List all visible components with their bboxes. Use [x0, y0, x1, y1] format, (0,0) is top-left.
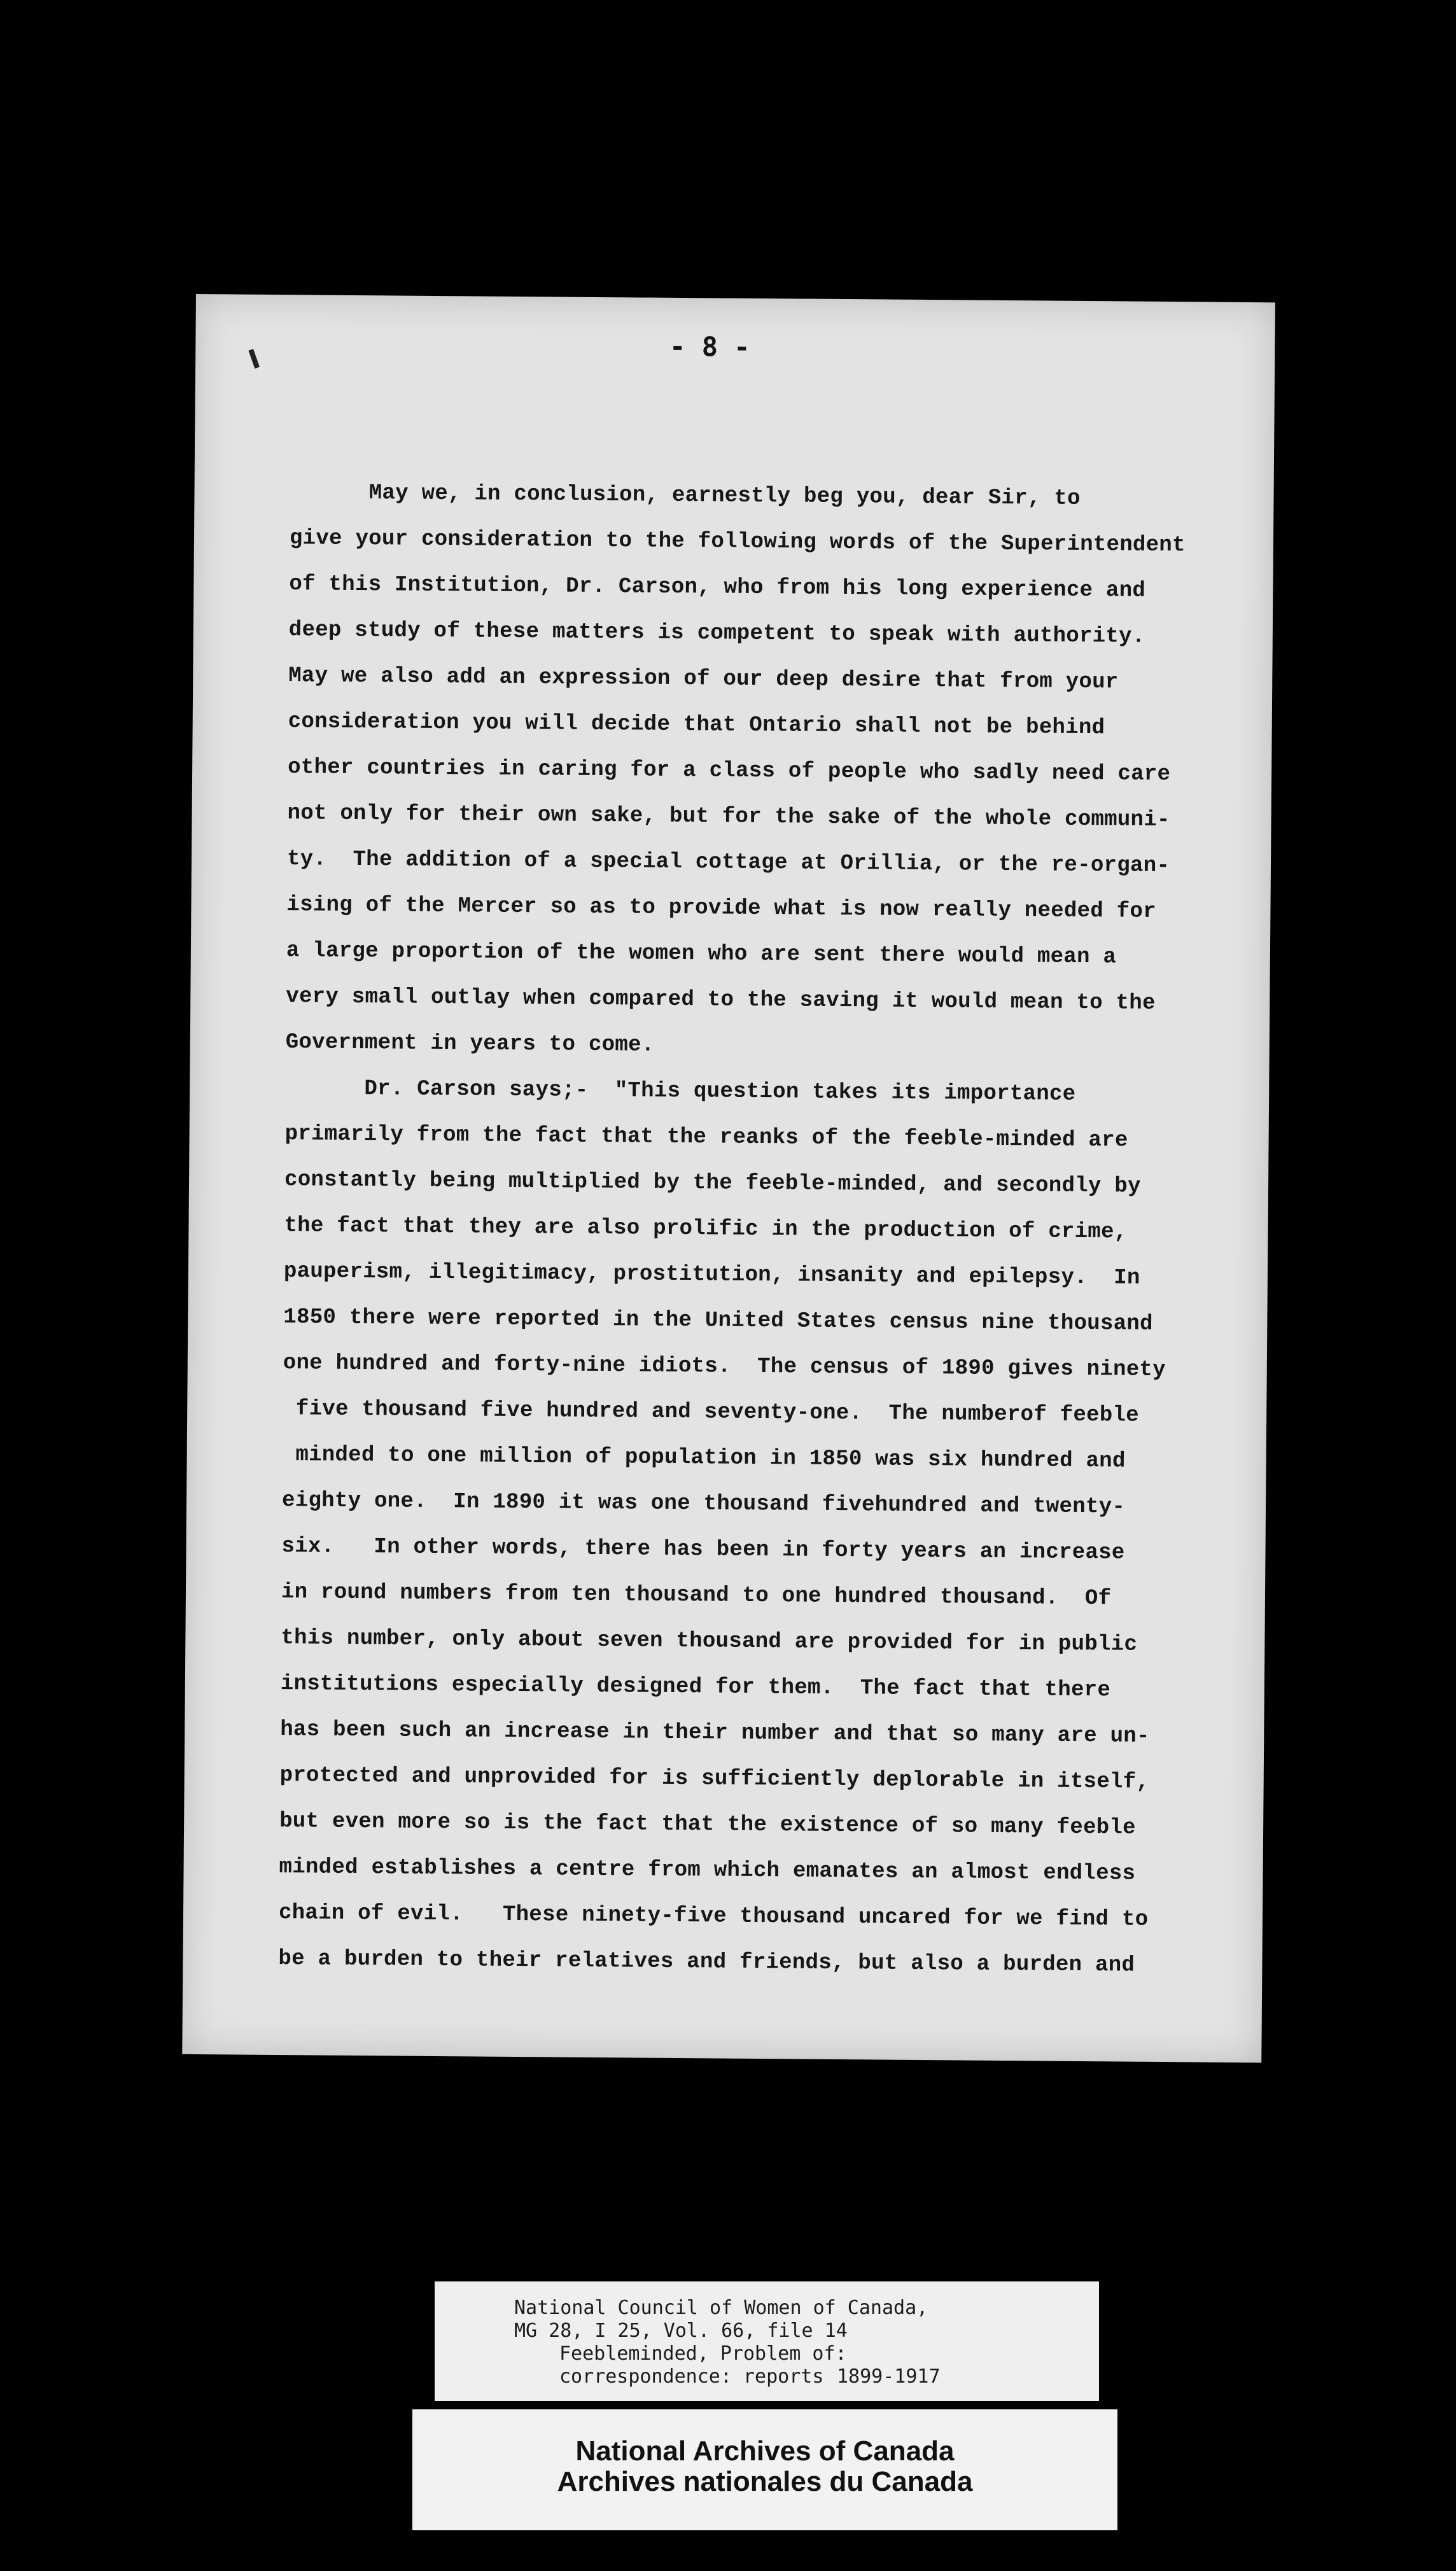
text-line: this number, only about seven thousand are provided for in public [281, 1626, 1138, 1657]
text-line: in round numbers from ten thousand to one hundred thousand. Of [281, 1580, 1112, 1611]
archives-name-french: Archives nationales du Canada [557, 2466, 973, 2497]
text-line: May we also add an expression of our deep desire that from your [288, 664, 1119, 695]
label-series: correspondence: reports [559, 2365, 824, 2388]
text-line: minded establishes a centre from which emanates an almost endless [279, 1855, 1136, 1886]
text-line: of this Institution, Dr. Carson, who from his long experience and [289, 572, 1146, 603]
text-line: eighty one. In 1890 it was one thousand fivehundred and twenty- [281, 1489, 1126, 1520]
text-line: ty. The addition of a special cottage at Orillia, or the re-organ- [286, 847, 1170, 879]
archival-label [435, 2281, 1099, 2401]
text-line: constantly being multiplied by the feeble-minded, and secondly by [284, 1168, 1141, 1199]
text-line: institutions especially designed for them. The fact that there [280, 1672, 1111, 1703]
label-subject: Feebleminded, Problem of: [559, 2343, 847, 2365]
text-line: protected and unprovided for is sufficiently deplorable in itself, [279, 1763, 1150, 1795]
document-page [182, 294, 1275, 2063]
text-line: primarily from the fact that the reanks of the feeble-minded are [284, 1122, 1128, 1153]
text-line: give your consideration to the following words of the Superintendent [289, 526, 1186, 558]
text-line: a large proportion of the women who are sent there would mean a [286, 939, 1117, 970]
label-dates: 1899-1917 [837, 2365, 941, 2388]
text-line: the fact that they are also prolific in the production of crime, [284, 1214, 1128, 1245]
text-line: but even more so is the fact that the existence of so many feeble [279, 1809, 1136, 1840]
text-line: other countries in caring for a class of people who sadly need care [288, 755, 1171, 787]
label-fonds: National Council of Women of Canada, [514, 2297, 928, 2319]
text-line: six. In other words, there has been in forty years an increase [281, 1534, 1125, 1566]
text-line: ising of the Mercer so as to provide what is now really needed for [286, 893, 1156, 924]
text-line: chain of evil. These ninety-five thousand uncared for we find to [278, 1901, 1149, 1932]
text-line: consideration you will decide that Ontario shall not be behind [288, 710, 1105, 741]
text-line: has been such an increase in their number and that so many are un- [280, 1718, 1150, 1749]
label-reference: MG 28, I 25, Vol. 66, file 14 [514, 2320, 848, 2342]
text-line: five thousand five hundred and seventy-one. The numberof feeble [283, 1397, 1140, 1428]
text-line: not only for their own sake, but for the sake of the whole communi- [287, 801, 1170, 833]
archives-name-english: National Archives of Canada [575, 2435, 955, 2467]
text-line: Government in years to come. [285, 1030, 655, 1058]
text-line: 1850 there were reported in the United States census nine thousand [283, 1305, 1153, 1336]
text-line: minded to one million of population in 1850 was six hundred and [282, 1443, 1126, 1474]
text-line: very small outlay when compared to the saving it would mean to the [286, 984, 1156, 1016]
text-line: be a burden to their relatives and friends, but also a burden and [278, 1947, 1135, 1978]
text-line: Dr. Carson says;- "This question takes its importance [285, 1076, 1076, 1107]
text-line: May we, in conclusion, earnestly beg you, dear Sir, to [290, 480, 1081, 511]
page-number: - 8 - [669, 330, 750, 363]
archives-stamp [412, 2409, 1117, 2530]
text-line: one hundred and forty-nine idiots. The census of 1890 gives ninety [283, 1351, 1166, 1383]
text-line: pauperism, illegitimacy, prostitution, insanity and epilepsy. In [283, 1259, 1140, 1291]
letter-body [278, 470, 1257, 1989]
text-line: deep study of these matters is competent to speak with authority. [288, 618, 1145, 649]
